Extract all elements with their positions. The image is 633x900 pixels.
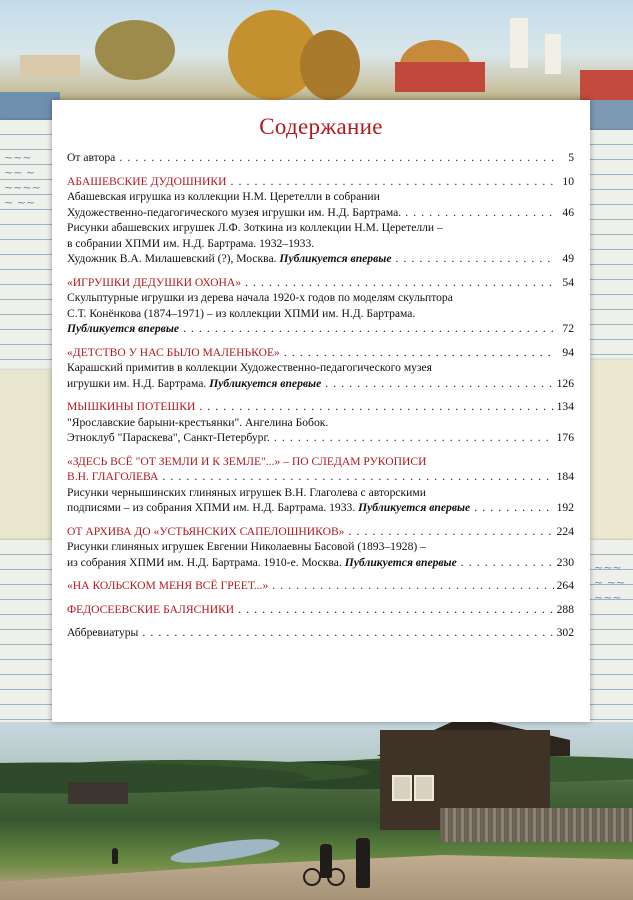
leader-dots [348, 524, 553, 540]
leader-dots [474, 500, 553, 516]
toc-section-heading[interactable] [67, 578, 574, 594]
church [545, 34, 561, 74]
leader-dots [325, 376, 553, 392]
fence [440, 808, 633, 842]
person-figure [356, 838, 370, 888]
toc-page-number: 126 [556, 376, 574, 390]
section-title: МЫШКИНЫ ПОТЕШКИ [67, 400, 196, 413]
toc-line: Карашский примитив в коллекции Художественно-педагогического музея [67, 361, 433, 374]
bicycle-wheel [303, 868, 321, 886]
autumn-tree [300, 30, 360, 100]
toc-line: в собрании ХПМИ им. Н.Д. Бартрама. 1932–1933. [67, 236, 315, 250]
toc-section-heading[interactable] [67, 399, 574, 415]
toc-page-number: 288 [556, 602, 574, 616]
toc-section-heading[interactable] [67, 469, 574, 485]
manuscript-page [590, 360, 633, 540]
toc-page-number: 264 [556, 579, 574, 592]
section-title: ОТ АРХИВА ДО «УСТЬЯНСКИХ САПЕЛОШНИКОВ» [67, 524, 345, 538]
church [510, 18, 528, 68]
contents-panel [52, 100, 590, 722]
toc-line: С.Т. Конёнкова (1874–1971) – из коллекции ХПМИ им. Н.Д. Бартрама. [67, 306, 416, 320]
leader-dots [119, 150, 555, 166]
toc-entry[interactable] [67, 251, 574, 267]
leader-dots [162, 469, 553, 485]
bicycle-wheel [327, 868, 345, 886]
toc-entry-text: Художник В.А. Милашевский (?), Москва. [67, 252, 277, 265]
toc-page-number: 5 [568, 151, 574, 164]
toc-section-heading[interactable] [67, 602, 574, 618]
toc-page-number: 49 [562, 252, 574, 265]
toc-entry[interactable] [67, 205, 574, 221]
toc-line: Рисунки абашевских игрушек Л.Ф. Зоткина из коллекции Н.М. Церетелли – [67, 221, 443, 234]
toc-entry-text: подписями – из собрания ХПМИ им. Н.Д. Бартрама. 1933. [67, 501, 356, 514]
shed [68, 782, 128, 804]
toc-page-number: 302 [556, 626, 574, 639]
toc-page-number: 230 [556, 555, 574, 569]
first-publication-note: Публикуется впервые [209, 376, 322, 390]
leader-dots [284, 345, 555, 361]
section-title: В.Н. ГЛАГОЛЕВА [67, 470, 159, 483]
manuscript-page [0, 540, 52, 722]
toc-page-number: 192 [556, 501, 574, 514]
toc-entry-text: Художественно-педагогического музея игрушки им. Н.Д. Бартрама. [67, 205, 402, 219]
izba-window [392, 775, 412, 801]
first-publication-note: Публикуется впервые [67, 322, 180, 335]
toc-line: Рисунки чернышинских глиняных игрушек В.Н. Глаголева с авторскими [67, 485, 426, 499]
handwriting-decor: ~~~ ~ ~~ ~~~ [594, 561, 626, 604]
village-house [20, 55, 80, 77]
toc-entry-text: из собрания ХПМИ им. Н.Д. Бартрама. 1910-е. Москва. [67, 555, 342, 569]
leader-dots [395, 251, 555, 267]
first-publication-note: Публикуется впервые [358, 501, 471, 514]
toc-page-number: 94 [562, 345, 574, 359]
toc-line: "Ярославские барыни-крестьянки". Ангелина Бобок. [67, 415, 329, 429]
izba-window [414, 775, 434, 801]
section-title: ФЕДОСЕЕВСКИЕ БАЛЯСНИКИ [67, 602, 235, 616]
toc-entry[interactable] [67, 376, 574, 392]
toc-page-number: 72 [562, 322, 574, 335]
leader-dots [231, 174, 556, 190]
leader-dots [405, 205, 555, 221]
leader-dots [142, 625, 553, 641]
toc-page-number: 134 [556, 400, 574, 413]
toc-page-number: 10 [562, 174, 574, 188]
section-title: «ИГРУШКИ ДЕДУШКИ ОХОНА» [67, 275, 242, 289]
section-title: АБАШЕВСКИЕ ДУДОШНИКИ [67, 174, 227, 188]
toc-section-heading[interactable] [67, 275, 574, 291]
toc-line: Рисунки глиняных игрушек Евгении Николаевны Басовой (1893–1928) – [67, 540, 426, 553]
leader-dots [199, 399, 553, 415]
section-title: «НА КОЛЬСКОМ МЕНЯ ВСЁ ГРЕЕТ...» [67, 579, 269, 592]
toc-entry[interactable] [67, 555, 574, 571]
leader-dots [183, 321, 555, 337]
toc-entry-text: Этноклуб "Параскева", Санкт-Петербург. [67, 431, 270, 444]
toc-line: Абашевская игрушка из коллекции Н.М. Церетелли в собрании [67, 190, 380, 203]
toc-entry[interactable] [67, 625, 574, 641]
leader-dots [272, 578, 553, 594]
autumn-tree [95, 20, 175, 80]
toc-entry[interactable] [67, 500, 574, 516]
village-house [395, 62, 485, 92]
handwriting-decor: ~~~ ~~ ~ ~~~~ ~ ~~ [4, 151, 41, 209]
leader-dots [245, 275, 555, 291]
toc-entry[interactable] [67, 430, 574, 446]
first-publication-note: Публикуется впервые [279, 252, 392, 265]
section-title: «ДЕТСТВО У НАС БЫЛО МАЛЕНЬКОЕ» [67, 345, 280, 359]
toc-page-number: 46 [562, 205, 574, 219]
village-house [580, 70, 633, 100]
leader-dots [461, 555, 554, 571]
toc-section-heading[interactable] [67, 174, 574, 190]
person-figure [112, 848, 118, 864]
toc-entry-text: От автора [67, 151, 116, 164]
first-publication-note: Публикуется впервые [344, 555, 457, 569]
section-title[interactable]: «ЗДЕСЬ ВСЁ "ОТ ЗЕМЛИ И К ЗЕМЛЕ"...» – ПО СЛЕДАМ РУКОПИСИ [67, 454, 427, 468]
toc-page-number: 184 [556, 470, 574, 483]
toc-page-number: 54 [562, 275, 574, 289]
toc-entry[interactable] [67, 321, 574, 337]
leader-dots [274, 430, 554, 446]
toc-section-heading[interactable] [67, 524, 574, 540]
page-title: Содержание [259, 114, 383, 139]
toc-line: Скульптурные игрушки из дерева начала 1920-х годов по моделям скульптора [67, 291, 453, 304]
manuscript-page [590, 130, 633, 360]
toc-entry-text: Аббревиатуры [67, 626, 139, 639]
toc-section-heading[interactable] [67, 345, 574, 361]
toc-entry-text: игрушки им. Н.Д. Бартрама. [67, 376, 207, 390]
toc-page-number: 176 [556, 431, 574, 444]
leader-dots [238, 602, 553, 618]
table-of-contents [67, 150, 574, 641]
manuscript-page [0, 370, 52, 540]
toc-page-number: 224 [556, 524, 574, 538]
lake [590, 100, 633, 130]
toc-entry[interactable] [67, 150, 574, 166]
